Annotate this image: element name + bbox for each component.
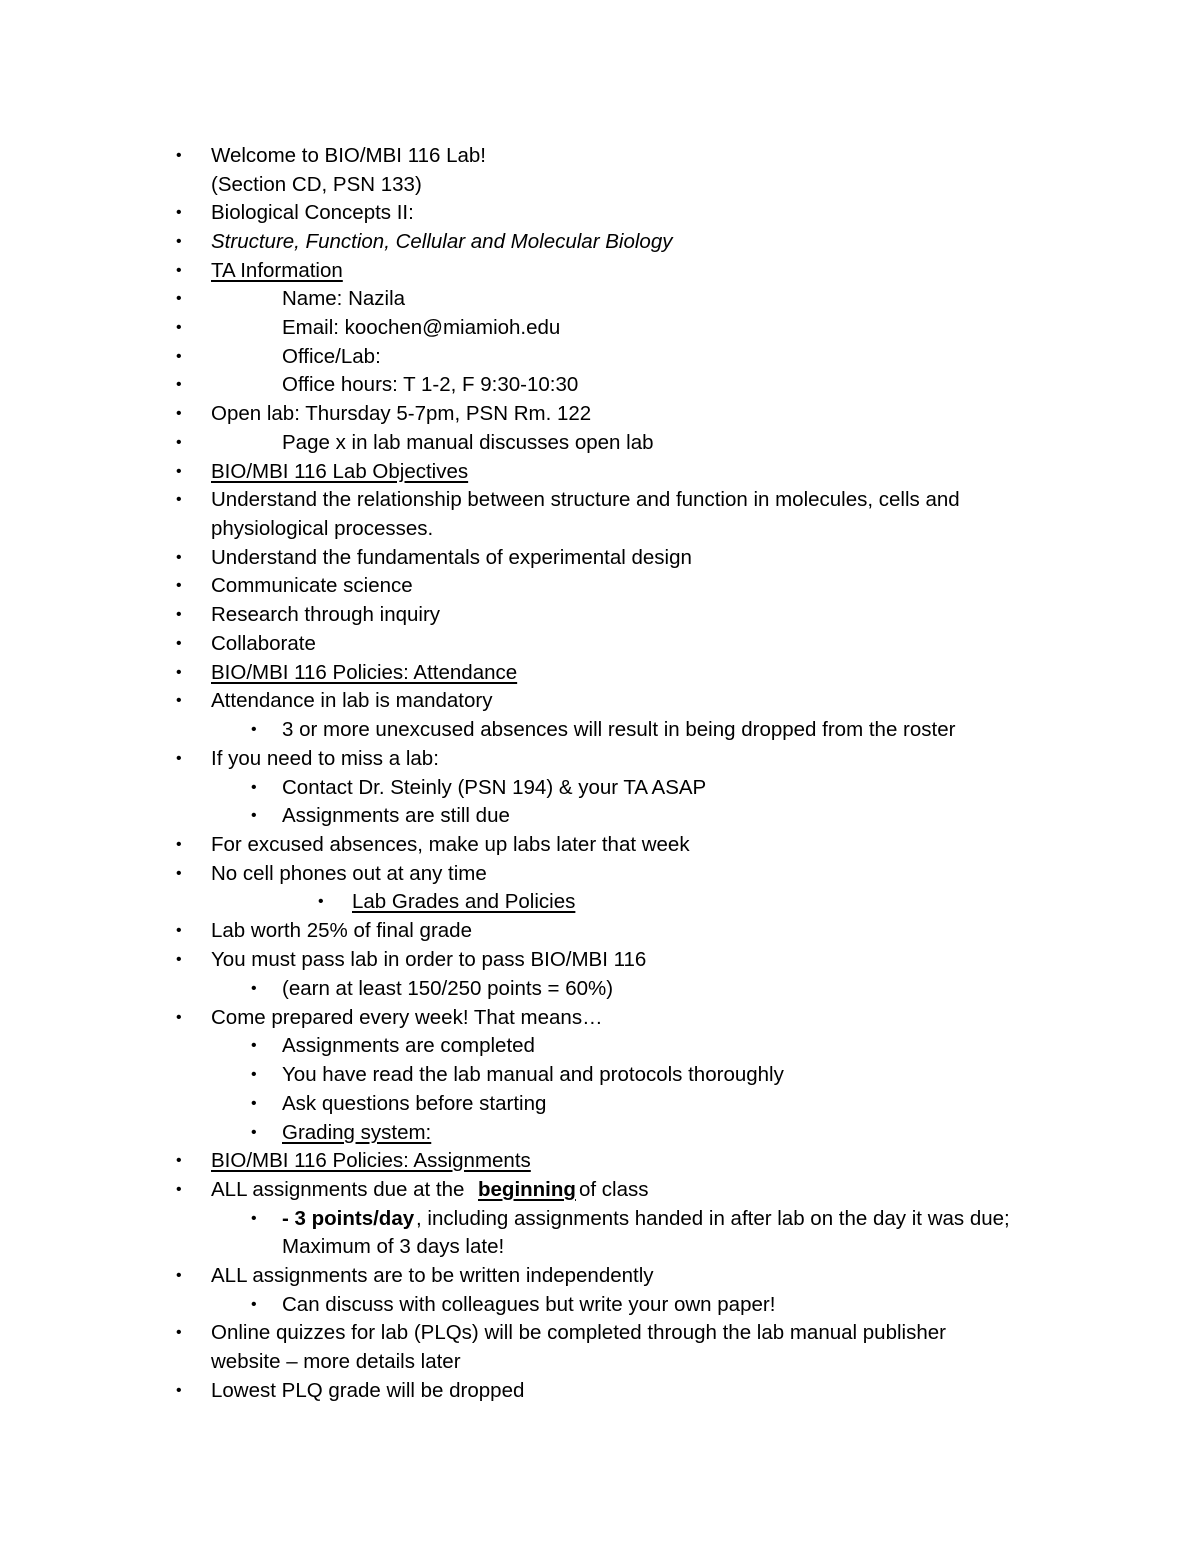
document-line: [0, 1377, 1200, 1405]
line-text: Ask questions before starting: [282, 1092, 547, 1115]
document-line: [0, 831, 1200, 859]
document-line: [0, 687, 1200, 715]
line-text: of class: [579, 1178, 649, 1201]
line-text: physiological processes.: [211, 517, 434, 540]
document-line: [0, 659, 1200, 687]
line-text: Welcome to BIO/MBI 116 Lab!: [211, 144, 486, 167]
bullet-icon: •: [176, 376, 182, 393]
line-text: Grading system:: [282, 1121, 432, 1144]
line-text: TA Information: [211, 259, 343, 282]
bullet-icon: •: [176, 664, 182, 681]
document-line: [0, 371, 1200, 399]
document-line: [0, 802, 1200, 830]
document-line: [0, 1319, 1200, 1347]
line-text: Understand the relationship between structure and function in molecules, cells and: [211, 488, 960, 511]
line-text: Assignments are completed: [282, 1034, 535, 1057]
bullet-icon: •: [176, 836, 182, 853]
document-line: [0, 1176, 1200, 1204]
line-text: Online quizzes for lab (PLQs) will be completed through the lab manual publisher: [211, 1321, 946, 1344]
line-text: Communicate science: [211, 574, 413, 597]
document-line: [0, 458, 1200, 486]
document-line: [0, 314, 1200, 342]
bullet-icon: •: [176, 290, 182, 307]
document-line: [0, 142, 1200, 170]
document-line: [0, 1119, 1200, 1147]
document-line: [0, 860, 1200, 888]
line-text: BIO/MBI 116 Policies: Attendance: [211, 661, 518, 684]
document-line: [0, 429, 1200, 457]
document-line: [0, 343, 1200, 371]
line-text: You must pass lab in order to pass BIO/MBI 116: [211, 948, 647, 971]
document-line: [0, 975, 1200, 1003]
line-text: Research through inquiry: [211, 603, 441, 626]
line-text: Attendance in lab is mandatory: [211, 689, 493, 712]
line-text: No cell phones out at any time: [211, 862, 487, 885]
bullet-icon: •: [318, 893, 324, 910]
line-text: 3 or more unexcused absences will result in being dropped from the roster: [282, 718, 956, 741]
bullet-icon: •: [251, 980, 257, 997]
bullet-icon: •: [176, 463, 182, 480]
bullet-icon: •: [251, 721, 257, 738]
bullet-icon: •: [176, 692, 182, 709]
bullet-icon: •: [176, 1181, 182, 1198]
bullet-icon: •: [176, 1267, 182, 1284]
line-text: Office hours: T 1-2, F 9:30-10:30: [282, 373, 579, 396]
bullet-icon: •: [176, 491, 182, 508]
line-text: ALL assignments are to be written independently: [211, 1264, 654, 1287]
bullet-icon: •: [176, 147, 182, 164]
document-line: [0, 486, 1200, 514]
document-line: [0, 515, 1200, 543]
bullet-icon: •: [176, 1009, 182, 1026]
bullet-icon: •: [176, 577, 182, 594]
line-text: Lab worth 25% of final grade: [211, 919, 472, 942]
bullet-icon: •: [176, 348, 182, 365]
line-text: Assignments are still due: [282, 804, 510, 827]
line-text: Collaborate: [211, 632, 316, 655]
document-line: [0, 946, 1200, 974]
line-text: Come prepared every week! That means…: [211, 1006, 603, 1029]
document-line: [0, 1061, 1200, 1089]
bullet-icon: •: [176, 549, 182, 566]
bullet-icon: •: [251, 1095, 257, 1112]
document-line: [0, 572, 1200, 600]
document-line: [0, 1233, 1200, 1261]
document-line: [0, 716, 1200, 744]
document-line: [0, 199, 1200, 227]
document-line: [0, 745, 1200, 773]
document-line: [0, 1032, 1200, 1060]
line-text: - 3 points/day: [282, 1207, 415, 1230]
line-text: website – more details later: [211, 1350, 461, 1373]
bullet-icon: •: [176, 233, 182, 250]
line-text: ALL assignments due at the: [211, 1178, 465, 1201]
document-line: [0, 1205, 1200, 1233]
bullet-icon: •: [176, 434, 182, 451]
document-line: [0, 1291, 1200, 1319]
bullet-icon: •: [176, 635, 182, 652]
document-line: [0, 1147, 1200, 1175]
bullet-icon: •: [176, 319, 182, 336]
line-text: You have read the lab manual and protocols thoroughly: [282, 1063, 784, 1086]
line-text: Name: Nazila: [282, 287, 406, 310]
line-text: Lowest PLQ grade will be dropped: [211, 1379, 525, 1402]
line-text: Can discuss with colleagues but write your own paper!: [282, 1293, 776, 1316]
document-line: [0, 1262, 1200, 1290]
document-line: [0, 1348, 1200, 1376]
line-text: Understand the fundamentals of experimental design: [211, 546, 692, 569]
document-line: [0, 1090, 1200, 1118]
bullet-icon: •: [176, 922, 182, 939]
line-text: Contact Dr. Steinly (PSN 194) & your TA ASAP: [282, 776, 707, 799]
document-line: [0, 601, 1200, 629]
line-text: Email: koochen@miamioh.edu: [282, 316, 561, 339]
line-text: , including assignments handed in after lab on the day it was due;: [416, 1207, 1010, 1230]
line-text: Structure, Function, Cellular and Molecular Biology: [211, 230, 673, 253]
document-line: [0, 630, 1200, 658]
line-text: (Section CD, PSN 133): [211, 173, 422, 196]
document-line: [0, 285, 1200, 313]
line-text: Open lab: Thursday 5-7pm, PSN Rm. 122: [211, 402, 592, 425]
document-line: [0, 400, 1200, 428]
bullet-icon: •: [176, 262, 182, 279]
document-line: [0, 171, 1200, 199]
line-text: (earn at least 150/250 points = 60%): [282, 977, 614, 1000]
document-line: [0, 228, 1200, 256]
line-text: Lab Grades and Policies: [352, 890, 576, 913]
line-text: BIO/MBI 116 Lab Objectives: [211, 460, 469, 483]
bullet-icon: •: [176, 1382, 182, 1399]
bullet-icon: •: [251, 1296, 257, 1313]
bullet-icon: •: [176, 951, 182, 968]
line-text: If you need to miss a lab:: [211, 747, 439, 770]
bullet-icon: •: [251, 1037, 257, 1054]
bullet-icon: •: [251, 1210, 257, 1227]
bullet-icon: •: [176, 1324, 182, 1341]
document-line: [0, 774, 1200, 802]
document-line: [0, 1004, 1200, 1032]
line-text: Biological Concepts II:: [211, 201, 414, 224]
line-text: Maximum of 3 days late!: [282, 1235, 505, 1258]
line-text: BIO/MBI 116 Policies: Assignments: [211, 1149, 531, 1172]
line-text: Office/Lab:: [282, 345, 381, 368]
document-line: [0, 917, 1200, 945]
bullet-icon: •: [251, 1124, 257, 1141]
document-line: [0, 888, 1200, 916]
document-line: [0, 544, 1200, 572]
line-text: For excused absences, make up labs later that week: [211, 833, 690, 856]
bullet-icon: •: [176, 405, 182, 422]
bullet-icon: •: [176, 750, 182, 767]
bullet-icon: •: [251, 1066, 257, 1083]
bullet-icon: •: [251, 807, 257, 824]
document-line: [0, 257, 1200, 285]
bullet-icon: •: [176, 1152, 182, 1169]
bullet-icon: •: [251, 779, 257, 796]
bullet-icon: •: [176, 204, 182, 221]
line-text: beginning: [478, 1178, 576, 1201]
bullet-icon: •: [176, 606, 182, 623]
bullet-icon: •: [176, 865, 182, 882]
line-text: Page x in lab manual discusses open lab: [282, 431, 654, 454]
